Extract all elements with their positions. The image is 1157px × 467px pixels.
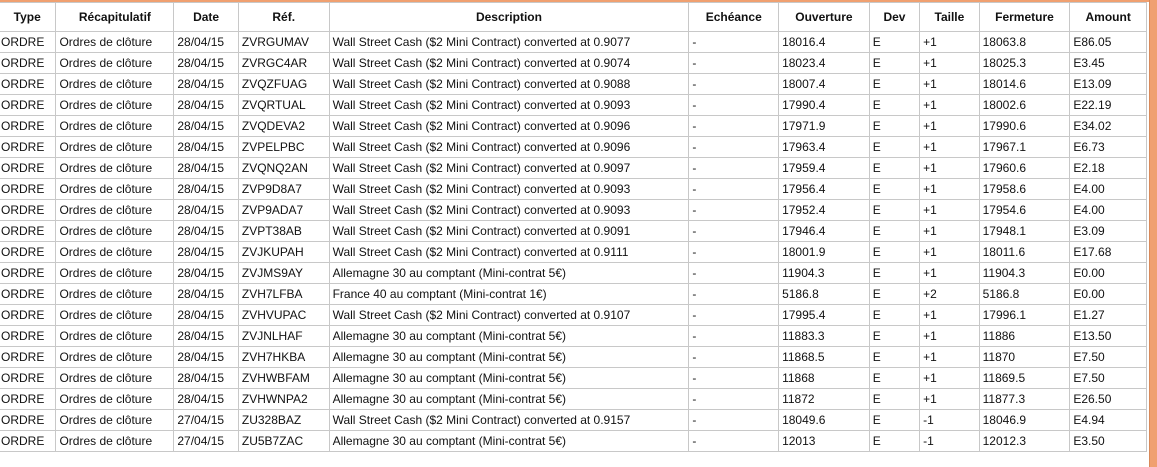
cell-fermeture: 17960.6 (979, 158, 1070, 179)
cell-type: ORDRE (0, 389, 56, 410)
cell-fermeture: 18014.6 (979, 74, 1070, 95)
cell-ouverture: 17995.4 (779, 305, 870, 326)
cell-recap: Ordres de clôture (56, 95, 174, 116)
cell-taille: +1 (920, 221, 979, 242)
cell-type: ORDRE (0, 32, 56, 53)
cell-fermeture: 11870 (979, 347, 1070, 368)
cell-type: ORDRE (0, 116, 56, 137)
cell-ouverture: 17990.4 (779, 95, 870, 116)
table-row[interactable] (0, 158, 1147, 179)
cell-ref: ZVRGC4AR (238, 53, 329, 74)
cell-dev: E (869, 53, 919, 74)
cell-amount: E6.73 (1070, 137, 1147, 158)
cell-type: ORDRE (0, 305, 56, 326)
cell-description: Allemagne 30 au comptant (Mini-contrat 5€) (329, 347, 689, 368)
cell-echeance: - (689, 95, 779, 116)
cell-recap: Ordres de clôture (56, 368, 174, 389)
cell-ouverture: 17963.4 (779, 137, 870, 158)
cell-amount: E1.27 (1070, 305, 1147, 326)
cell-recap: Ordres de clôture (56, 410, 174, 431)
cell-amount: E13.09 (1070, 74, 1147, 95)
cell-description: Wall Street Cash ($2 Mini Contract) converted at 0.9111 (329, 242, 689, 263)
cell-type: ORDRE (0, 158, 56, 179)
table-row[interactable] (0, 410, 1147, 431)
cell-taille: +1 (920, 305, 979, 326)
cell-date: 28/04/15 (174, 326, 239, 347)
cell-ouverture: 11868.5 (779, 347, 870, 368)
cell-ouverture: 11904.3 (779, 263, 870, 284)
cell-ouverture: 17971.9 (779, 116, 870, 137)
cell-description: Wall Street Cash ($2 Mini Contract) converted at 0.9093 (329, 95, 689, 116)
table-row[interactable] (0, 284, 1147, 305)
header-taille[interactable]: Taille (920, 3, 979, 32)
cell-recap: Ordres de clôture (56, 200, 174, 221)
cell-fermeture: 18011.6 (979, 242, 1070, 263)
cell-type: ORDRE (0, 242, 56, 263)
cell-recap: Ordres de clôture (56, 116, 174, 137)
cell-ouverture: 17946.4 (779, 221, 870, 242)
cell-taille: +1 (920, 389, 979, 410)
cell-recap: Ordres de clôture (56, 305, 174, 326)
table-row[interactable] (0, 326, 1147, 347)
cell-echeance: - (689, 305, 779, 326)
header-recap[interactable]: Récapitulatif (56, 3, 174, 32)
cell-dev: E (869, 410, 919, 431)
cell-amount: E4.94 (1070, 410, 1147, 431)
cell-description: Allemagne 30 au comptant (Mini-contrat 5€) (329, 263, 689, 284)
cell-ref: ZVHWNPA2 (238, 389, 329, 410)
cell-ouverture: 11872 (779, 389, 870, 410)
header-ref[interactable]: Réf. (238, 3, 329, 32)
table-row[interactable] (0, 221, 1147, 242)
cell-description: Wall Street Cash ($2 Mini Contract) converted at 0.9088 (329, 74, 689, 95)
header-amount[interactable]: Amount (1070, 3, 1147, 32)
cell-fermeture: 18063.8 (979, 32, 1070, 53)
cell-description: Wall Street Cash ($2 Mini Contract) converted at 0.9093 (329, 179, 689, 200)
cell-description: Wall Street Cash ($2 Mini Contract) converted at 0.9096 (329, 137, 689, 158)
cell-ref: ZVQDEVA2 (238, 116, 329, 137)
cell-dev: E (869, 74, 919, 95)
cell-dev: E (869, 32, 919, 53)
header-date[interactable]: Date (174, 3, 239, 32)
cell-description: France 40 au comptant (Mini-contrat 1€) (329, 284, 689, 305)
cell-date: 28/04/15 (174, 200, 239, 221)
cell-fermeture: 11877.3 (979, 389, 1070, 410)
cell-dev: E (869, 347, 919, 368)
cell-fermeture: 11869.5 (979, 368, 1070, 389)
cell-amount: E0.00 (1070, 263, 1147, 284)
cell-date: 28/04/15 (174, 389, 239, 410)
cell-ouverture: 18007.4 (779, 74, 870, 95)
cell-echeance: - (689, 410, 779, 431)
cell-description: Wall Street Cash ($2 Mini Contract) converted at 0.9074 (329, 53, 689, 74)
cell-echeance: - (689, 116, 779, 137)
cell-fermeture: 17958.6 (979, 179, 1070, 200)
cell-dev: E (869, 326, 919, 347)
cell-recap: Ordres de clôture (56, 242, 174, 263)
cell-amount: E22.19 (1070, 95, 1147, 116)
cell-date: 28/04/15 (174, 95, 239, 116)
cell-echeance: - (689, 347, 779, 368)
cell-type: ORDRE (0, 74, 56, 95)
cell-ref: ZVP9D8A7 (238, 179, 329, 200)
cell-date: 28/04/15 (174, 74, 239, 95)
table-body (0, 32, 1147, 452)
cell-description: Allemagne 30 au comptant (Mini-contrat 5€) (329, 368, 689, 389)
cell-dev: E (869, 179, 919, 200)
header-echeance[interactable]: Echéance (689, 3, 779, 32)
cell-type: ORDRE (0, 410, 56, 431)
cell-ouverture: 18016.4 (779, 32, 870, 53)
cell-recap: Ordres de clôture (56, 137, 174, 158)
table-header-row (0, 3, 1147, 32)
cell-amount: E3.45 (1070, 53, 1147, 74)
cell-description: Wall Street Cash ($2 Mini Contract) converted at 0.9096 (329, 116, 689, 137)
header-description[interactable]: Description (329, 3, 689, 32)
cell-echeance: - (689, 221, 779, 242)
cell-dev: E (869, 368, 919, 389)
cell-type: ORDRE (0, 368, 56, 389)
cell-date: 28/04/15 (174, 158, 239, 179)
cell-echeance: - (689, 74, 779, 95)
cell-ouverture: 18001.9 (779, 242, 870, 263)
cell-type: ORDRE (0, 221, 56, 242)
cell-date: 28/04/15 (174, 137, 239, 158)
cell-taille: +1 (920, 95, 979, 116)
cell-date: 28/04/15 (174, 284, 239, 305)
cell-dev: E (869, 116, 919, 137)
cell-description: Wall Street Cash ($2 Mini Contract) converted at 0.9093 (329, 200, 689, 221)
cell-type: ORDRE (0, 326, 56, 347)
cell-ouverture: 17952.4 (779, 200, 870, 221)
table-row[interactable] (0, 431, 1147, 452)
cell-ref: ZVQZFUAG (238, 74, 329, 95)
cell-recap: Ordres de clôture (56, 347, 174, 368)
cell-taille: +1 (920, 158, 979, 179)
cell-ref: ZVP9ADA7 (238, 200, 329, 221)
cell-echeance: - (689, 32, 779, 53)
cell-taille: +1 (920, 32, 979, 53)
cell-fermeture: 5186.8 (979, 284, 1070, 305)
cell-dev: E (869, 389, 919, 410)
cell-ref: ZVQNQ2AN (238, 158, 329, 179)
cell-taille: +2 (920, 284, 979, 305)
cell-dev: E (869, 200, 919, 221)
cell-taille: +1 (920, 137, 979, 158)
cell-date: 28/04/15 (174, 305, 239, 326)
cell-fermeture: 18002.6 (979, 95, 1070, 116)
cell-dev: E (869, 158, 919, 179)
cell-ref: ZVJKUPAH (238, 242, 329, 263)
cell-amount: E7.50 (1070, 347, 1147, 368)
cell-date: 28/04/15 (174, 347, 239, 368)
cell-taille: +1 (920, 53, 979, 74)
cell-date: 28/04/15 (174, 179, 239, 200)
cell-echeance: - (689, 200, 779, 221)
cell-fermeture: 11886 (979, 326, 1070, 347)
cell-fermeture: 17967.1 (979, 137, 1070, 158)
cell-dev: E (869, 263, 919, 284)
cell-description: Wall Street Cash ($2 Mini Contract) converted at 0.9097 (329, 158, 689, 179)
cell-type: ORDRE (0, 200, 56, 221)
cell-description: Wall Street Cash ($2 Mini Contract) converted at 0.9091 (329, 221, 689, 242)
cell-echeance: - (689, 431, 779, 452)
cell-echeance: - (689, 326, 779, 347)
cell-type: ORDRE (0, 347, 56, 368)
cell-amount: E2.18 (1070, 158, 1147, 179)
cell-fermeture: 17990.6 (979, 116, 1070, 137)
table-row[interactable] (0, 305, 1147, 326)
cell-taille: +1 (920, 326, 979, 347)
cell-echeance: - (689, 389, 779, 410)
cell-date: 28/04/15 (174, 116, 239, 137)
cell-description: Wall Street Cash ($2 Mini Contract) converted at 0.9157 (329, 410, 689, 431)
cell-dev: E (869, 242, 919, 263)
cell-description: Allemagne 30 au comptant (Mini-contrat 5€) (329, 326, 689, 347)
cell-description: Allemagne 30 au comptant (Mini-contrat 5€) (329, 389, 689, 410)
cell-dev: E (869, 431, 919, 452)
cell-ref: ZVHVUPAC (238, 305, 329, 326)
cell-taille: +1 (920, 200, 979, 221)
table-row[interactable] (0, 200, 1147, 221)
cell-ouverture: 11868 (779, 368, 870, 389)
cell-date: 28/04/15 (174, 53, 239, 74)
cell-fermeture: 18025.3 (979, 53, 1070, 74)
cell-recap: Ordres de clôture (56, 32, 174, 53)
header-dev[interactable]: Dev (869, 3, 919, 32)
cell-taille: +1 (920, 263, 979, 284)
cell-ref: ZVQRTUAL (238, 95, 329, 116)
cell-taille: -1 (920, 410, 979, 431)
cell-ref: ZVJNLHAF (238, 326, 329, 347)
window-right-edge (1149, 0, 1157, 467)
table-row[interactable] (0, 263, 1147, 284)
cell-echeance: - (689, 158, 779, 179)
trade-history-panel (0, 2, 1149, 467)
cell-taille: +1 (920, 347, 979, 368)
table-row[interactable] (0, 74, 1147, 95)
cell-fermeture: 17948.1 (979, 221, 1070, 242)
cell-amount: E13.50 (1070, 326, 1147, 347)
cell-amount: E4.00 (1070, 179, 1147, 200)
cell-fermeture: 11904.3 (979, 263, 1070, 284)
cell-ref: ZVH7HKBA (238, 347, 329, 368)
cell-dev: E (869, 221, 919, 242)
cell-date: 28/04/15 (174, 368, 239, 389)
cell-type: ORDRE (0, 137, 56, 158)
table-row[interactable] (0, 179, 1147, 200)
cell-amount: E17.68 (1070, 242, 1147, 263)
cell-ouverture: 5186.8 (779, 284, 870, 305)
header-type[interactable]: Type (0, 3, 56, 32)
cell-date: 28/04/15 (174, 221, 239, 242)
table-row[interactable] (0, 368, 1147, 389)
cell-echeance: - (689, 284, 779, 305)
cell-ref: ZVHWBFAM (238, 368, 329, 389)
cell-recap: Ordres de clôture (56, 221, 174, 242)
cell-ouverture: 12013 (779, 431, 870, 452)
cell-type: ORDRE (0, 431, 56, 452)
cell-recap: Ordres de clôture (56, 179, 174, 200)
cell-ouverture: 18049.6 (779, 410, 870, 431)
cell-ref: ZVH7LFBA (238, 284, 329, 305)
cell-fermeture: 17996.1 (979, 305, 1070, 326)
cell-description: Wall Street Cash ($2 Mini Contract) converted at 0.9077 (329, 32, 689, 53)
cell-date: 27/04/15 (174, 410, 239, 431)
cell-taille: +1 (920, 368, 979, 389)
cell-echeance: - (689, 263, 779, 284)
header-fermeture[interactable]: Fermeture (979, 3, 1070, 32)
cell-amount: E3.09 (1070, 221, 1147, 242)
cell-ouverture: 11883.3 (779, 326, 870, 347)
cell-description: Allemagne 30 au comptant (Mini-contrat 5€) (329, 431, 689, 452)
cell-taille: +1 (920, 74, 979, 95)
table-row[interactable] (0, 137, 1147, 158)
cell-recap: Ordres de clôture (56, 53, 174, 74)
cell-ouverture: 18023.4 (779, 53, 870, 74)
cell-type: ORDRE (0, 53, 56, 74)
table-row[interactable] (0, 347, 1147, 368)
table-row[interactable] (0, 116, 1147, 137)
cell-ref: ZVRGUMAV (238, 32, 329, 53)
table-row[interactable] (0, 242, 1147, 263)
cell-echeance: - (689, 53, 779, 74)
cell-fermeture: 12012.3 (979, 431, 1070, 452)
cell-date: 28/04/15 (174, 263, 239, 284)
cell-fermeture: 17954.6 (979, 200, 1070, 221)
cell-type: ORDRE (0, 263, 56, 284)
cell-amount: E4.00 (1070, 200, 1147, 221)
cell-type: ORDRE (0, 284, 56, 305)
cell-recap: Ordres de clôture (56, 263, 174, 284)
header-ouverture[interactable]: Ouverture (779, 3, 870, 32)
cell-taille: +1 (920, 242, 979, 263)
cell-ref: ZU5B7ZAC (238, 431, 329, 452)
cell-ref: ZVPT38AB (238, 221, 329, 242)
cell-recap: Ordres de clôture (56, 326, 174, 347)
cell-ouverture: 17959.4 (779, 158, 870, 179)
cell-recap: Ordres de clôture (56, 431, 174, 452)
cell-echeance: - (689, 137, 779, 158)
cell-ref: ZVPELPBC (238, 137, 329, 158)
cell-ref: ZU328BAZ (238, 410, 329, 431)
table-row[interactable] (0, 53, 1147, 74)
cell-type: ORDRE (0, 179, 56, 200)
cell-amount: E3.50 (1070, 431, 1147, 452)
cell-dev: E (869, 137, 919, 158)
cell-amount: E26.50 (1070, 389, 1147, 410)
cell-recap: Ordres de clôture (56, 158, 174, 179)
cell-taille: +1 (920, 179, 979, 200)
cell-recap: Ordres de clôture (56, 284, 174, 305)
cell-description: Wall Street Cash ($2 Mini Contract) converted at 0.9107 (329, 305, 689, 326)
cell-amount: E34.02 (1070, 116, 1147, 137)
cell-dev: E (869, 284, 919, 305)
cell-recap: Ordres de clôture (56, 74, 174, 95)
cell-ouverture: 17956.4 (779, 179, 870, 200)
cell-taille: -1 (920, 431, 979, 452)
table-row[interactable] (0, 389, 1147, 410)
cell-ref: ZVJMS9AY (238, 263, 329, 284)
cell-dev: E (869, 305, 919, 326)
cell-date: 27/04/15 (174, 431, 239, 452)
cell-amount: E0.00 (1070, 284, 1147, 305)
cell-amount: E86.05 (1070, 32, 1147, 53)
cell-echeance: - (689, 242, 779, 263)
cell-taille: +1 (920, 116, 979, 137)
cell-echeance: - (689, 179, 779, 200)
trade-history-table (0, 2, 1147, 452)
cell-echeance: - (689, 368, 779, 389)
table-row[interactable] (0, 32, 1147, 53)
cell-dev: E (869, 95, 919, 116)
table-row[interactable] (0, 95, 1147, 116)
cell-type: ORDRE (0, 95, 56, 116)
cell-date: 28/04/15 (174, 242, 239, 263)
cell-date: 28/04/15 (174, 32, 239, 53)
cell-recap: Ordres de clôture (56, 389, 174, 410)
cell-amount: E7.50 (1070, 368, 1147, 389)
cell-fermeture: 18046.9 (979, 410, 1070, 431)
